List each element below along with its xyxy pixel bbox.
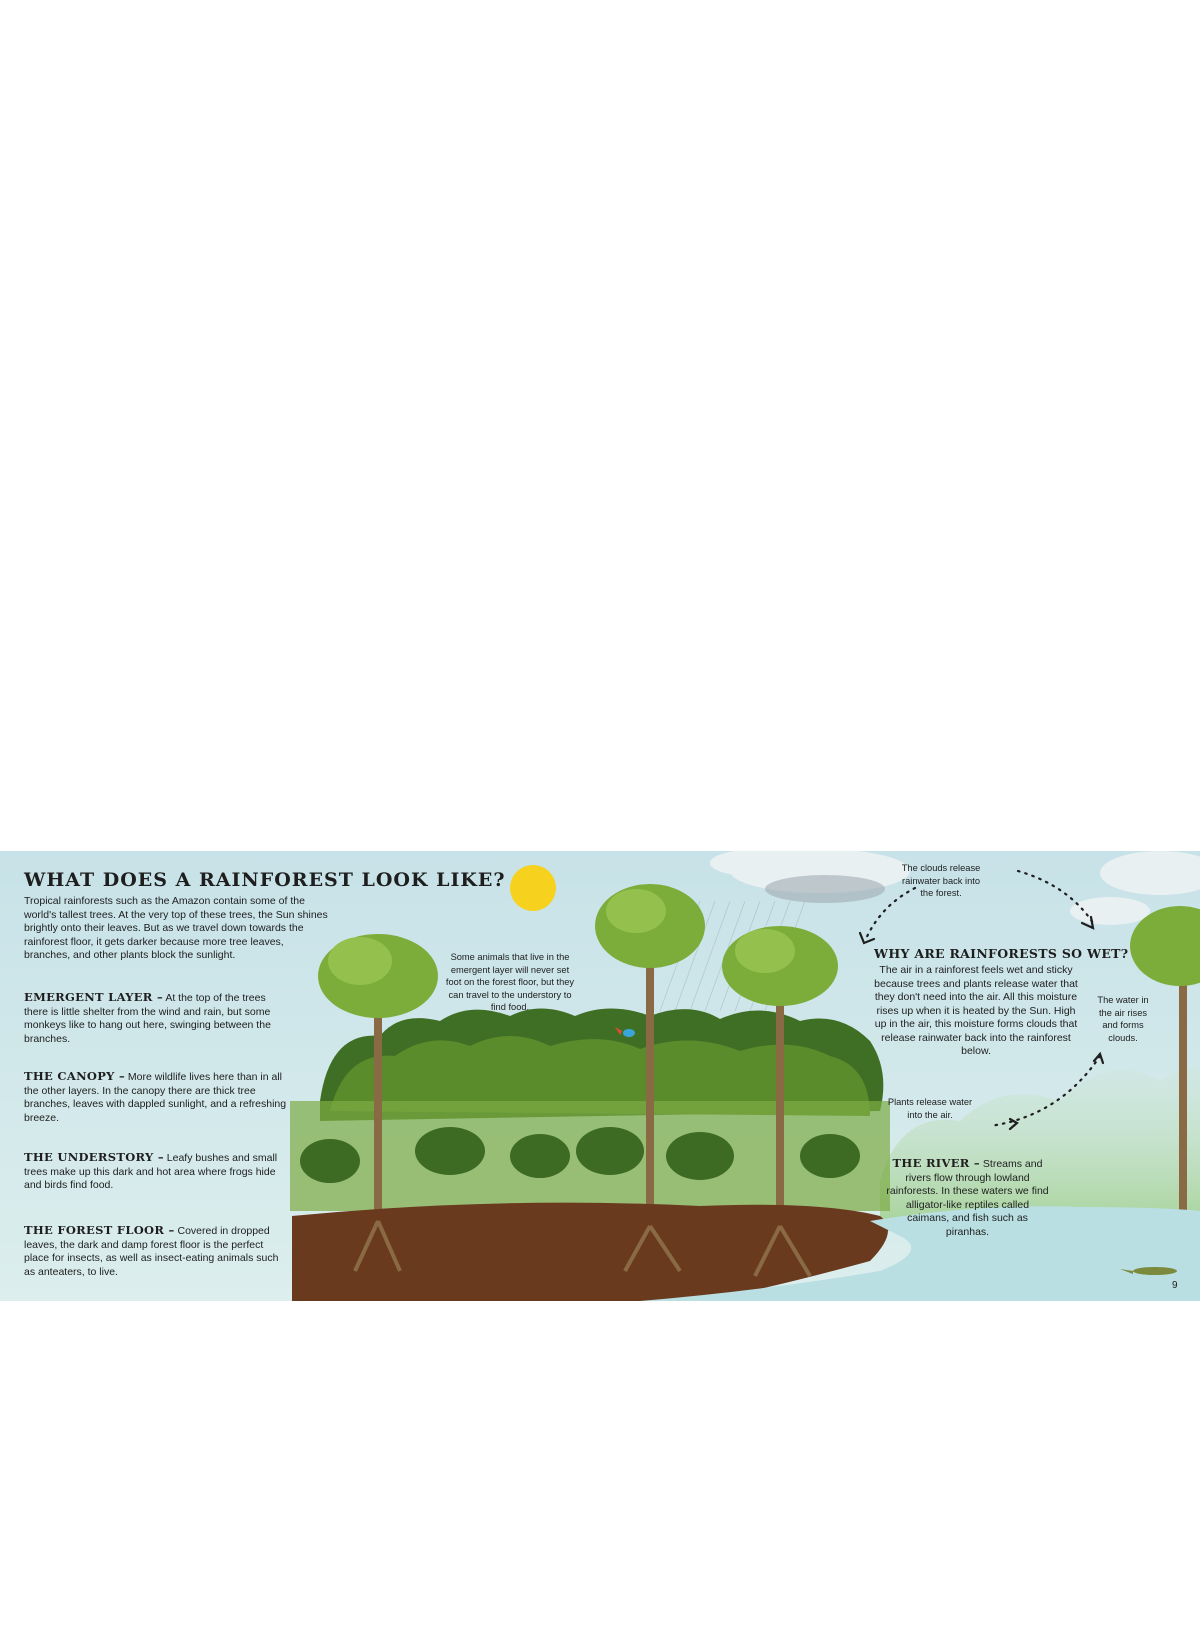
river-body: Streams and rivers flow through lowland rainforests. In these waters we find alligator-like reptiles called caimans, and fish such as piranhas.	[886, 1158, 1049, 1238]
intro-text: Tropical rainforests such as the Amazon contain some of the world's tallest trees. At the very top of these trees, the Sun shines brightly onto their leaves. But as we travel down towards the rainforest floor, it gets darker because more tree leaves, branches, and other plants block the sunlight.	[24, 895, 328, 961]
emergent-layer-heading: EMERGENT LAYER –	[24, 990, 163, 1004]
page-title: WHAT DOES A RAINFOREST LOOK LIKE?	[24, 869, 506, 891]
wet-heading: WHY ARE RAINFORESTS SO WET?	[874, 946, 1129, 961]
understory-text	[24, 1151, 289, 1193]
understory-heading: THE UNDERSTORY –	[24, 1150, 164, 1164]
animals-callout: Some animals that live in the emergent layer will never set foot on the forest floor, but they can travel to the understory to find food.	[445, 952, 575, 1012]
canopy-body: More wildlife lives here than in all the other layers. In the canopy there are thick tree branches, leaves with dappled sunlight, and a refreshing breeze.	[24, 1071, 287, 1124]
page-number: 9	[1172, 1280, 1178, 1291]
canopy-heading: THE CANOPY –	[24, 1069, 126, 1083]
rain-cloud	[765, 875, 885, 903]
emergent-layer-text	[24, 991, 289, 1046]
river-heading: THE RIVER –	[892, 1156, 980, 1170]
book-spread	[0, 851, 1200, 1301]
emergent-layer-body: At the top of the trees there is little shelter from the wind and rain, but some monkeys like to hang out here, swinging between the branches.	[24, 992, 271, 1045]
sun-icon	[510, 865, 556, 911]
plants-note: Plants release water into the air.	[887, 1097, 973, 1120]
understory-body: Leafy bushes and small trees make up this dark and hot area where frogs hide and birds find food.	[24, 1152, 278, 1191]
forest-floor-body: Covered in dropped leaves, the dark and damp forest floor is the perfect place for insects, as well as insect-eating animals such as anteaters, to live.	[24, 1225, 279, 1278]
wet-body: The air in a rainforest feels wet and sticky because trees and plants release water that they don't need into the air. All this moisture rises up when it is heated by the Sun. High up in the air, this moisture forms clouds that release rainwater back into the rainforest below.	[874, 964, 1078, 1057]
forest-floor-text	[24, 1224, 289, 1279]
forest-floor-heading: THE FOREST FLOOR –	[24, 1223, 175, 1237]
water-rises-note: The water in the air rises and forms clouds.	[1097, 995, 1149, 1043]
canopy-text	[24, 1070, 289, 1125]
river-text	[885, 1157, 1050, 1239]
clouds-note: The clouds release rainwater back into the forest.	[901, 863, 981, 898]
